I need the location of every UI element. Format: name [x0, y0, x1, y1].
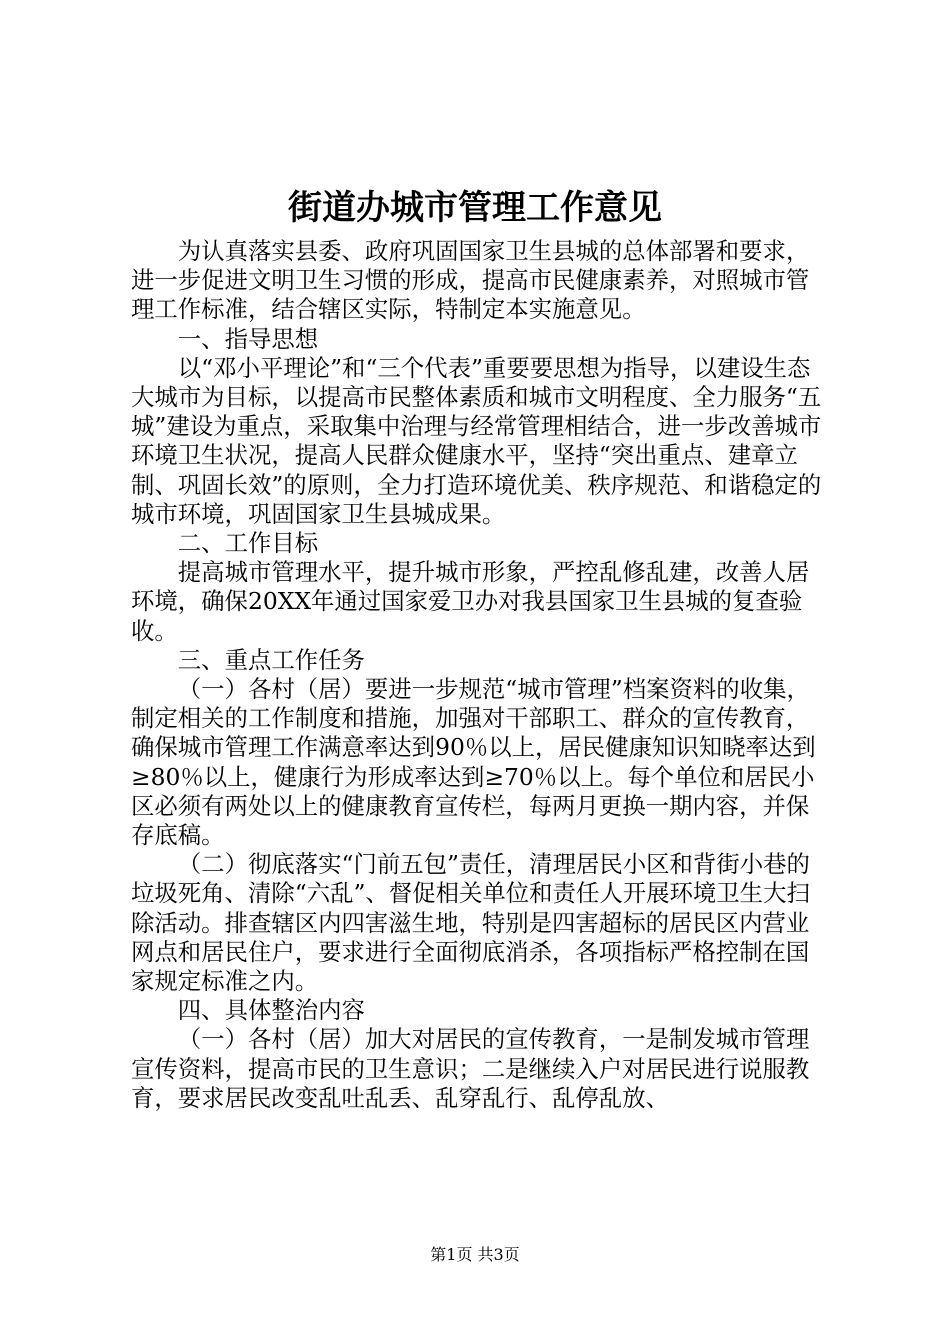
- rectification-1-paragraph: （一）各村（居）加大对居民的宣传教育，一是制发城市管理宣传资料，提高市民的卫生意识；二是继续入户对居民进行说服教育，要求居民改变乱吐乱丢、乱穿乱行、乱停乱放、: [131, 1025, 810, 1112]
- section-heading-guiding-ideology: 一、指导思想: [177, 324, 319, 353]
- intro-paragraph: 为认真落实县委、政府巩固国家卫生县城的总体部署和要求，进一步促进文明卫生习惯的形成，提高市民健康素养，对照城市管理工作标准，结合辖区实际，特制定本实施意见。: [131, 237, 810, 324]
- page-footer: 第1页 共3页: [430, 1245, 520, 1264]
- key-task-2-paragraph: （二）彻底落实“门前五包”责任，清理居民小区和背街小巷的垃圾死角、清除“六乱”、督促相关单位和责任人开展环境卫生大扫除活动。排查辖区内四害滋生地，特别是四害超标的居民区内营业网点和居民住户，要求进行全面彻底消杀，各项指标严格控制在国家规定标准之内。: [131, 850, 810, 996]
- key-task-1-paragraph: （一）各村（居）要进一步规范“城市管理”档案资料的收集，制定相关的工作制度和措施，加强对干部职工、群众的宣传教育，确保城市管理工作满意率达到90％以上，居民健康知识知晓率达到≥80％以上，健康行为形成率达到≥70％以上。每个单位和居民小区必须有两处以上的健康教育宣传栏，每两月更换一期内容，并保存底稿。: [131, 675, 816, 850]
- document-body: [131, 237, 831, 1113]
- work-goals-paragraph: 提高城市管理水平，提升城市形象，严控乱修乱建，改善人居环境，确保20XX年通过国家爱卫办对我县国家卫生县城的复查验收。: [131, 558, 810, 645]
- guiding-ideology-paragraph: 以“邓小平理论”和“三个代表”重要要思想为指导，以建设生态大城市为目标，以提高市民整体素质和城市文明程度、全力服务“五城”建设为重点，采取集中治理与经常管理相结合，进一步改善城市环境卫生状况，提高人民群众健康水平，坚持“突出重点、建章立制、巩固长效”的原则，全力打造环境优美、秩序规范、和谐稳定的城市环境，巩固国家卫生县城成果。: [131, 353, 822, 528]
- section-heading-specific-rectification: 四、具体整治内容: [177, 996, 365, 1025]
- section-heading-key-tasks: 三、重点工作任务: [177, 645, 365, 674]
- document-title: 街道办城市管理工作意见: [288, 188, 662, 228]
- section-heading-work-goals: 二、工作目标: [177, 529, 319, 558]
